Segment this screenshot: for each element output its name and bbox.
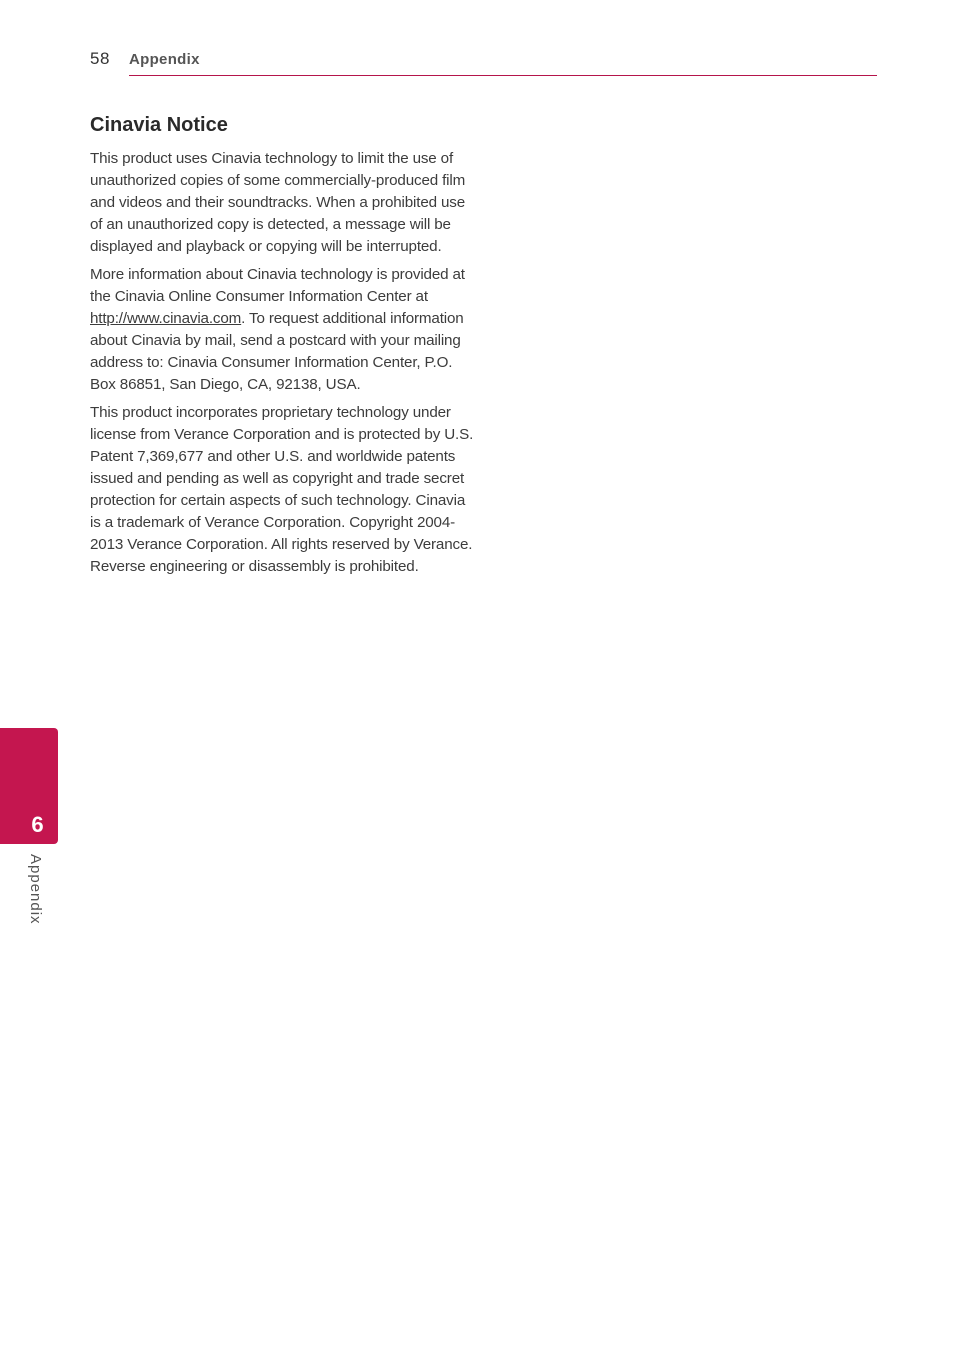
- article: [90, 112, 474, 584]
- page-header: [90, 46, 877, 76]
- paragraph-text-before-link: More information about Cinavia technology is provided at the Cinavia Online Consumer Information Center at: [90, 266, 465, 305]
- chapter-tab: [0, 728, 58, 844]
- chapter-label: Appendix: [27, 854, 44, 925]
- paragraph-cinavia-intro: This product uses Cinavia technology to limit the use of unauthorized copies of some commercially-produced film and videos and their soundtracks. When a prohibited use of an unauthorized copy is detected, a message will be displayed and playback or copying will be interrupted.: [90, 150, 466, 255]
- paragraph-text-after-link: . To request additional information about Cinavia by mail, send a postcard with your mailing address to: Cinavia Consumer Information Center, P.O. Box 86851, San Diego, CA, 92138, USA.: [90, 310, 464, 393]
- chapter-number: 6: [31, 812, 44, 837]
- page-number: 58: [90, 49, 110, 68]
- article-title: Cinavia Notice: [90, 114, 228, 136]
- paragraph-cinavia-info: [90, 264, 474, 396]
- paragraph-verance-license: This product incorporates proprietary technology under license from Verance Corporation and is protected by U.S. Patent 7,369,677 and other U.S. and worldwide patents issued and pending as well as copyright and trade secret protection for certain aspects of such technology. Cinavia is a trademark of Verance Corporation. Copyright 2004-2013 Verance Corporation. All rights reserved by Verance. Reverse engineering or disassembly is prohibited.: [90, 404, 474, 575]
- cinavia-website-link[interactable]: http://www.cinavia.com: [90, 310, 242, 327]
- header-section-title: Appendix: [129, 51, 200, 68]
- header-divider: [129, 75, 877, 76]
